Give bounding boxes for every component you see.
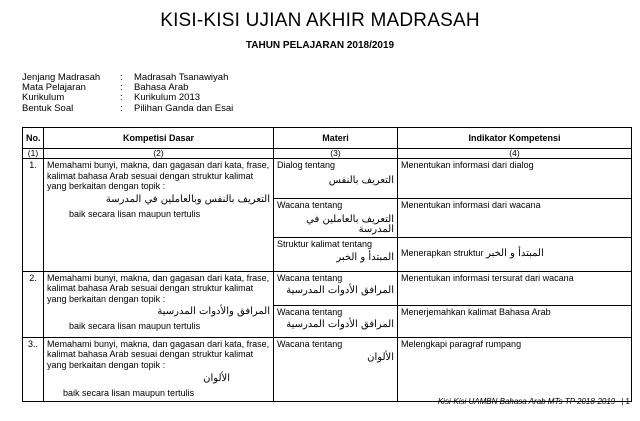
row-number: 1. <box>23 159 44 272</box>
header-no: No. <box>23 128 44 149</box>
materi-arabic: الألوان <box>367 352 394 363</box>
kd-arabic: الألوان <box>203 373 230 384</box>
col-number: (3) <box>274 149 398 159</box>
kd-cell <box>44 159 274 272</box>
col-number: (4) <box>398 149 632 159</box>
row-number: 2. <box>23 271 44 337</box>
page-footer <box>438 397 630 406</box>
kd-cell <box>44 271 274 337</box>
meta-value: Bahasa Arab <box>134 82 189 94</box>
kd-arabic: المرافق والأدوات المدرسية <box>157 306 270 317</box>
materi-arabic: المرافق الأدوات المدرسية <box>286 319 394 330</box>
materi-arabic: التعريف بالعاملين في المدرسة <box>306 213 394 235</box>
meta-colon: : <box>120 92 123 104</box>
meta-colon: : <box>120 82 123 94</box>
column-number-row <box>23 149 632 159</box>
col-number: (2) <box>44 149 274 159</box>
materi-cell <box>274 305 398 337</box>
indikator-text: Menerapkan struktur <box>401 248 484 259</box>
meta-key: Mata Pelajaran <box>22 82 86 94</box>
materi-cell <box>274 237 398 271</box>
meta-value: Kurikulum 2013 <box>134 92 201 104</box>
materi-text: Wacana tentang <box>277 306 343 317</box>
materi-cell <box>274 337 398 401</box>
kd-tail: baik secara lisan maupun tertulis <box>69 320 201 331</box>
materi-text: Dialog tentang <box>277 160 336 170</box>
header-kompetisi-dasar: Kompetisi Dasar <box>44 128 274 149</box>
meta-row <box>22 104 233 114</box>
kd-text: Memahami bunyi, makna, dan gagasan dari kata, frase, kalimat bahasa Arab sesuai dengan struktur kalimat yang berkaitan dengan topik : <box>47 338 270 370</box>
kisi-kisi-table <box>22 127 632 402</box>
meta-colon: : <box>120 102 123 114</box>
meta-info <box>22 73 233 114</box>
materi-text: Wacana tentang <box>277 272 343 283</box>
footer-text: Kisi-Kisi UAMBN Bahasa Arab MTs TP 2018-2019 <box>437 397 616 406</box>
meta-value: Madrasah Tsanawiyah <box>134 72 229 83</box>
document-subtitle: TAHUN PELAJARAN 2018/2019 <box>245 40 395 51</box>
materi-text: Wacana tentang <box>277 200 343 210</box>
materi-arabic: التعريف بالنفس <box>328 174 394 186</box>
col-number: (1) <box>23 149 44 159</box>
indikator-cell: Menentukan informasi dari wacana <box>398 199 632 238</box>
meta-colon: : <box>120 72 123 83</box>
header-materi: Materi <box>274 128 398 149</box>
indikator-cell <box>398 237 632 271</box>
table-header-row <box>23 128 632 149</box>
meta-key: Kurikulum <box>22 92 65 104</box>
kd-text: Memahami bunyi, makna, dan gagasan dari kata, frase, kalimat bahasa Arab sesuai dengan struktur kalimat yang berkaitan dengan topik : <box>47 272 270 304</box>
kd-text: Memahami bunyi, makna, dan gagasan dari kata, frase, kalimat bahasa Arab sesuai dengan struktur kalimat yang berkaitan dengan topik : <box>47 160 270 191</box>
document-title: KISI-KISI UJIAN AKHIR MADRASAH <box>160 10 480 31</box>
meta-key: Jenjang Madrasah <box>22 72 101 83</box>
meta-value: Pilihan Ganda dan Esai <box>134 102 234 114</box>
row-number: 3.. <box>23 337 44 401</box>
page-number: | 1 <box>621 397 630 406</box>
table-row <box>23 337 632 401</box>
header-indikator: Indikator Kompetensi <box>398 128 632 149</box>
indikator-cell: Menerjemahkan kalimat Bahasa Arab <box>398 305 632 337</box>
kd-tail: baik secara lisan maupun tertulis <box>69 209 201 219</box>
table-row <box>23 271 632 305</box>
table-row <box>23 159 632 199</box>
materi-arabic: المرافق الأدوات المدرسية <box>286 285 394 296</box>
materi-cell <box>274 199 398 238</box>
kd-cell <box>44 337 274 401</box>
indikator-cell: Melengkapi paragraf rumpang <box>398 337 632 401</box>
materi-cell <box>274 159 398 199</box>
meta-key: Bentuk Soal <box>22 102 74 114</box>
kd-tail: baik secara lisan maupun tertulis <box>63 387 195 398</box>
materi-text: Struktur kalimat tentang <box>277 238 373 249</box>
kd-arabic: التعريف بالنفس وبالعاملين في المدرسة <box>105 193 270 205</box>
materi-arabic: المبتدأ و الخبر <box>336 252 394 263</box>
indikator-arabic: المبتدأ و الخبر <box>486 248 544 260</box>
indikator-cell: Menentukan informasi tersurat dari wacana <box>398 271 632 305</box>
materi-cell <box>274 271 398 305</box>
materi-text: Wacana tentang <box>277 338 343 349</box>
indikator-cell: Menentukan informasi dari dialog <box>398 159 632 199</box>
